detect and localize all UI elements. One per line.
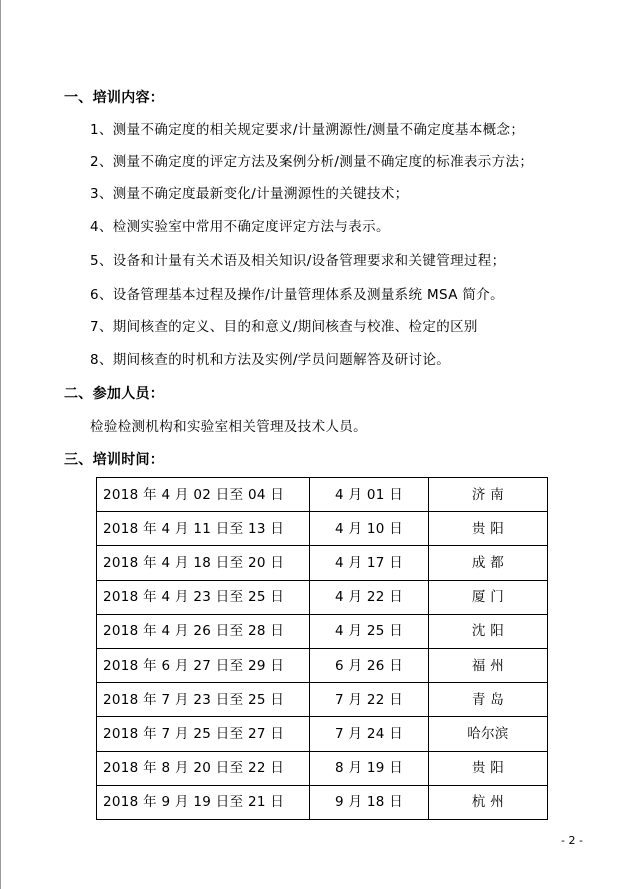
schedule-row	[97, 614, 548, 648]
content-item-2: 2、测量不确定度的评定方法及案例分析/测量不确定度的标准表示方法；	[90, 154, 534, 170]
schedule-date-range: 2018 年 7 月 25 日至 27 日	[97, 717, 310, 751]
content-item-1: 1、测量不确定度的相关规定要求/计量溯源性/测量不确定度基本概念；	[90, 122, 525, 138]
schedule-checkin-date: 4 月 17 日	[310, 546, 429, 580]
schedule-date-range: 2018 年 4 月 11 日至 13 日	[97, 512, 310, 546]
schedule-date-range: 2018 年 4 月 26 日至 28 日	[97, 614, 310, 648]
schedule-row	[97, 478, 548, 512]
schedule-city: 贵 阳	[429, 512, 548, 546]
schedule-row	[97, 785, 548, 819]
section-heading-participants: 二、参加人员：	[64, 386, 165, 402]
schedule-row	[97, 648, 548, 682]
schedule-row	[97, 580, 548, 614]
section-heading-schedule: 三、培训时间：	[64, 452, 165, 468]
page-number: - 2 -	[561, 834, 583, 847]
schedule-checkin-date: 8 月 19 日	[310, 751, 429, 785]
schedule-city: 沈 阳	[429, 614, 548, 648]
schedule-date-range: 2018 年 8 月 20 日至 22 日	[97, 751, 310, 785]
schedule-city: 厦 门	[429, 580, 548, 614]
schedule-date-range: 2018 年 4 月 18 日至 20 日	[97, 546, 310, 580]
schedule-checkin-date: 9 月 18 日	[310, 785, 429, 819]
schedule-row	[97, 512, 548, 546]
schedule-date-range: 2018 年 9 月 19 日至 21 日	[97, 785, 310, 819]
schedule-row	[97, 717, 548, 751]
schedule-city: 成 都	[429, 546, 548, 580]
content-item-6: 6、设备管理基本过程及操作/计量管理体系及测量系统 MSA 简介。	[90, 287, 504, 303]
schedule-checkin-date: 4 月 01 日	[310, 478, 429, 512]
schedule-date-range: 2018 年 4 月 02 日至 04 日	[97, 478, 310, 512]
schedule-city: 哈尔滨	[429, 717, 548, 751]
section-heading-content: 一、培训内容：	[64, 90, 165, 106]
schedule-checkin-date: 4 月 10 日	[310, 512, 429, 546]
schedule-checkin-date: 4 月 25 日	[310, 614, 429, 648]
participants-text: 检验检测机构和实验室相关管理及技术人员。	[90, 419, 367, 435]
content-item-7: 7、期间核查的定义、目的和意义/期间核查与校准、检定的区别	[90, 319, 478, 335]
content-item-4: 4、检测实验室中常用不确定度评定方法与表示。	[90, 219, 390, 235]
content-item-5: 5、设备和计量有关术语及相关知识/设备管理要求和关键管理过程；	[90, 253, 506, 269]
schedule-checkin-date: 6 月 26 日	[310, 648, 429, 682]
schedule-city: 福 州	[429, 648, 548, 682]
schedule-row	[97, 683, 548, 717]
schedule-city: 杭 州	[429, 785, 548, 819]
schedule-row	[97, 751, 548, 785]
content-item-3: 3、测量不确定度最新变化/计量溯源性的关键技术；	[90, 186, 409, 202]
schedule-checkin-date: 7 月 22 日	[310, 683, 429, 717]
page-left-edge	[0, 0, 1, 889]
schedule-date-range: 2018 年 6 月 27 日至 29 日	[97, 648, 310, 682]
schedule-table	[96, 477, 548, 820]
schedule-city: 贵 阳	[429, 751, 548, 785]
schedule-checkin-date: 4 月 22 日	[310, 580, 429, 614]
schedule-city: 济 南	[429, 478, 548, 512]
schedule-city: 青 岛	[429, 683, 548, 717]
content-item-8: 8、期间核查的时机和方法及实例/学员问题解答及研讨论。	[90, 352, 451, 368]
schedule-row	[97, 546, 548, 580]
schedule-date-range: 2018 年 7 月 23 日至 25 日	[97, 683, 310, 717]
schedule-date-range: 2018 年 4 月 23 日至 25 日	[97, 580, 310, 614]
schedule-checkin-date: 7 月 24 日	[310, 717, 429, 751]
